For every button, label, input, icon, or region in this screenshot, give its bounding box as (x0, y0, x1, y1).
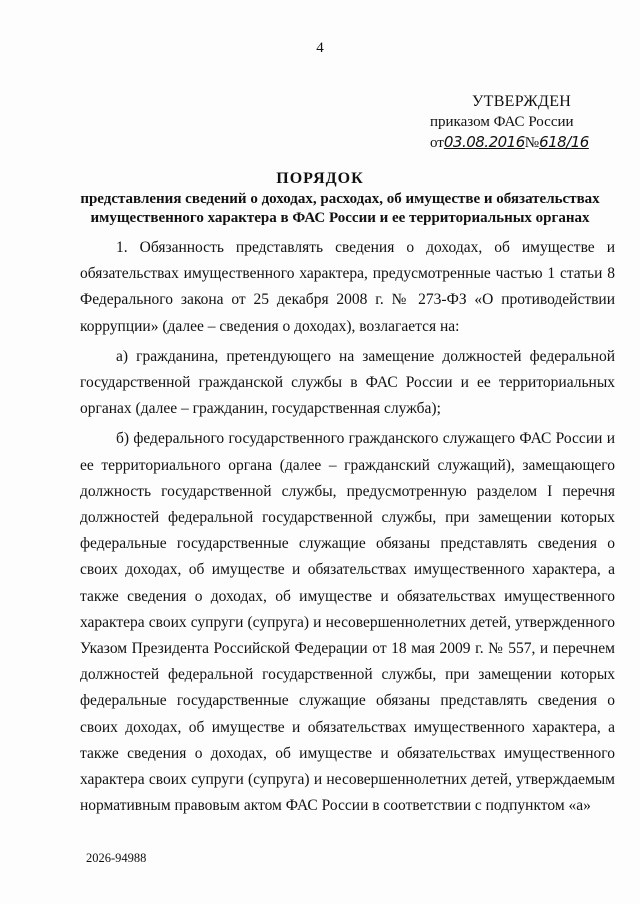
approval-heading: УТВЕРЖДЕН (472, 93, 572, 110)
footer-document-code: 2026-94988 (86, 851, 147, 865)
document-body (80, 235, 615, 823)
number-prefix: № (524, 135, 540, 151)
handwritten-order-number: 618/16 (539, 133, 589, 151)
approval-block (430, 92, 630, 153)
paragraph-a: а) гражданина, претендующего на замещение должностей федеральной государственной гражданской службы в ФАС России и ее территориальных органах (далее – гражданин, государственная служба); (80, 347, 615, 418)
paragraph-b: б) федерального государственного гражданского служащего ФАС России и ее территориального органа (далее – гражданский служащий), замещающего должность государственной службы, предусмотренную разделом I перечня должностей федеральной государственной службы, при замещении которых федеральные государственные служащие обязаны представлять сведения о своих доходах, об имуществе и обязательствах имущественного характера, а также сведения о доходах, об имуществе и обязательствах имущественного характера своих супруги (супруга) и несовершеннолетних детей, утвержденного Указом Президента Российской Федерации от 18 мая 2009 г. № 557, и перечнем должностей федеральной государственной службы, при замещении которых федеральные государственные служащие обязаны представлять сведения о своих доходах, об имуществе и обязательствах имущественного характера, а также сведения о доходах, об имуществе и обязательствах имущественного характера своих супруги (супруга) и несовершеннолетних детей, утверждаемым нормативным правовым актом ФАС России в соответствии с подпунктом «а» (80, 430, 615, 815)
handwritten-date: 03.08.2016 (443, 133, 525, 151)
date-prefix: от (430, 135, 444, 151)
document-subtitle: представления сведений о доходах, расходах, об имуществе и обязательствах имущественного характера в ФАС России и ее территориальных органах (80, 191, 600, 226)
paragraph-1: 1. Обязанность представлять сведения о доходах, об имуществе и обязательствах имущественного характера, предусмотренные частью 1 статьи 8 Федерального закона от 25 декабря 2008 г. № 273-ФЗ «О противодействии коррупции» (далее – сведения о доходах), возлагается на: (80, 239, 615, 335)
page-number: 4 (316, 40, 324, 56)
approval-order: приказом ФАС России (430, 114, 574, 130)
document-title: ПОРЯДОК (276, 170, 364, 187)
approval-date-line (430, 132, 630, 153)
